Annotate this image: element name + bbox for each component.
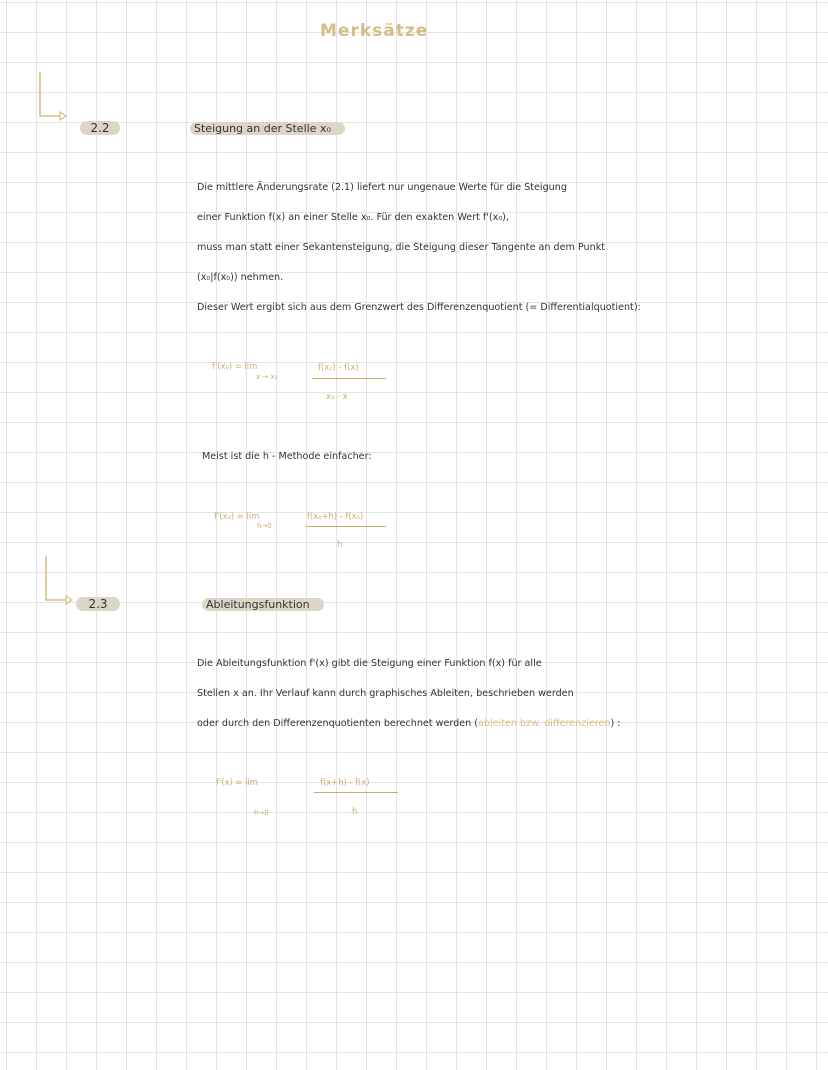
section-arrow-icon — [42, 556, 76, 606]
formula-numerator: f(x₀) - f(x) — [318, 362, 359, 372]
section-arrow-icon — [36, 72, 70, 122]
paragraph-line: Die Ableitungsfunktion f'(x) gibt die Steigung einer Funktion f(x) für alle — [197, 658, 542, 669]
fraction-line — [314, 792, 398, 793]
paragraph-line: Dieser Wert ergibt sich aus dem Grenzwert des Differenzenquotient (= Differentialquotient): — [197, 302, 641, 313]
section-heading: Ableitungsfunktion — [202, 598, 324, 611]
paragraph-line: einer Funktion f(x) an einer Stelle x₀. Für den exakten Wert f'(x₀), — [197, 212, 509, 223]
formula-denominator: h — [352, 806, 358, 816]
paragraph-line: Stellen x an. Ihr Verlauf kann durch graphisches Ableiten, beschrieben werden — [197, 688, 574, 699]
formula-lhs: f'(x₀) = lim — [212, 361, 258, 371]
section-number: 2.3 — [76, 597, 120, 611]
highlight-text: ableiten bzw. differenzieren — [478, 718, 611, 729]
formula-lhs: f'(x) = lim — [216, 777, 258, 787]
formula-numerator: f(x+h) - f(x) — [320, 777, 370, 787]
fraction-line — [312, 378, 386, 379]
page-title: Merksätze — [320, 21, 429, 41]
note-text: Meist ist die h - Methode einfacher: — [202, 451, 372, 462]
paragraph-line: Die mittlere Änderungsrate (2.1) liefert nur ungenaue Werte für die Steigung — [197, 182, 567, 193]
formula-limit-sub: h→0 — [254, 809, 269, 817]
formula-denominator: x₀ - x — [326, 391, 348, 401]
paragraph-line: (x₀|f(x₀)) nehmen. — [197, 272, 284, 283]
fraction-line — [306, 526, 386, 527]
formula-limit-sub: x → x₀ — [256, 373, 278, 381]
paragraph-line: muss man statt einer Sekantensteigung, die Steigung dieser Tangente an dem Punkt — [197, 242, 606, 253]
formula-numerator: f(x₀+h) - f(x₀) — [307, 511, 364, 521]
formula-denominator: h — [337, 539, 343, 549]
paragraph-line: oder durch den Differenzenquotienten berechnet werden (ableiten bzw. differenzieren) : — [197, 718, 621, 729]
section-heading: Steigung an der Stelle x₀ — [190, 122, 345, 135]
section-number: 2.2 — [80, 121, 120, 135]
formula-lhs: f'(x₀) = lim — [214, 511, 260, 521]
formula-limit-sub: h→0 — [257, 522, 272, 530]
